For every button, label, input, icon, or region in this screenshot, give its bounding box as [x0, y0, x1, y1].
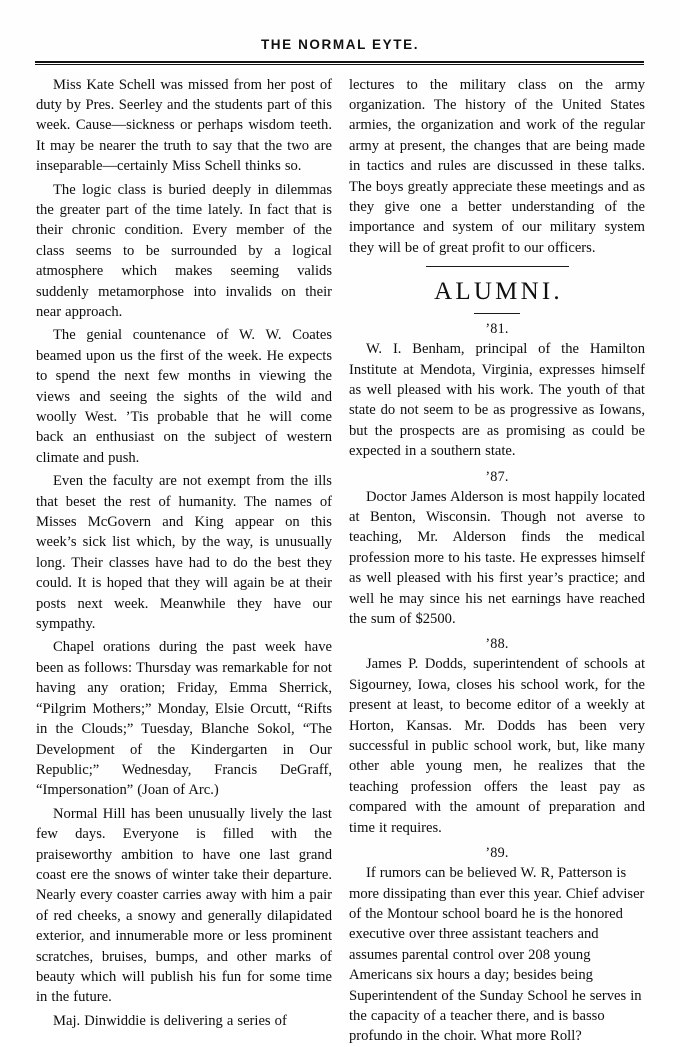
section-bottom-rule	[474, 313, 520, 314]
right-column	[349, 75, 645, 1047]
paragraph-coates: The genial countenance of W. W. Coates beamed upon us the first of the week. He expects to spend the next few months in viewing the views and seeing the sights of the wild and woolly West. ’Tis probable that he will come back an enthusiast on the subject of western climate and push.	[36, 327, 332, 466]
class-year-1888: ’88.	[485, 636, 509, 653]
class-year-1887: ’87.	[485, 468, 509, 485]
paragraph-normal-hill: Normal Hill has been unusually lively the last few days. Everyone is filled with the praiseworthy ambition to have one last grand coast ere the snows of winter take their departure. Nearly every coaster carries away with him a pair of red cheeks, a snowy and generally dilapidated exterior, and innumerable more or less prominent scratches, bruises, bumps, and other marks of beauty which will publish his fun for some time in the future.	[36, 805, 332, 1006]
paragraph-dinwiddie-continued: lectures to the military class on the army organization. The history of the United States armies, the organization and work of the regular army at present, the changes that are being made in tactics and rules are discussed in these talks. The boys greatly appreciate these meetings and as they give one a better understanding of the importance and system of our military system they will be of great profit to our officers.	[349, 76, 645, 256]
paragraph-schell: Miss Kate Schell was missed from her post of duty by Pres. Seerley and the students part of this week. Cause—sickness or perhaps wisdom teeth. It may be nearer the truth to say that the two are inseparable—certainly Miss Schell thinks so.	[36, 76, 332, 175]
alumni-entry-dodds: James P. Dodds, superintendent of schools at Sigourney, Iowa, closes his school work, for the present at least, to become editor of a weekly at Horton, Kansas. Mr. Dodds has been very successful in public school work, but, like many other able young men, he realizes that the teaching profession offers the least pay as compared with the amount of preparation and time it requires.	[349, 656, 645, 836]
alumni-entry-benham: W. I. Benham, principal of the Hamilton Institute at Mendota, Virginia, expresses himself as well pleased with his work. The youth of that state do not seem to be as progressive as Iowans, but the prospects are as promising as could be expected in a southern state.	[349, 341, 645, 460]
class-year-1889: ’89.	[485, 845, 509, 862]
alumni-section-header	[349, 266, 645, 314]
left-column	[36, 75, 332, 1032]
two-column-body	[36, 75, 645, 1047]
section-title-alumni: ALUMNI.	[434, 278, 563, 306]
class-year-1881: ’81.	[485, 321, 509, 338]
paragraph-logic-class: The logic class is buried deeply in dilemmas the greater part of the time lately. In fact that is their chronic condition. Every member of the class seems to be surrounded by a logical atmosphere which makes seeming valids suddenly metamorphose into invalids on their near approach.	[36, 181, 332, 320]
section-top-rule	[426, 266, 569, 267]
page-title: THE NORMAL EYTE.	[260, 37, 420, 52]
header-double-rule	[35, 61, 644, 65]
paragraph-dinwiddie-start: Maj. Dinwiddie is delivering a series of	[53, 1012, 287, 1029]
alumni-entry-alderson: Doctor James Alderson is most happily located at Benton, Wisconsin. Though not averse to teaching, Mr. Alderson finds the medical profession more to his taste. He expresses himself as well pleased with his first year’s practice; and well he may since his net earnings have reached the sum of $2500.	[349, 488, 645, 628]
paragraph-faculty-illness: Even the faculty are not exempt from the ills that beset the rest of humanity. The names of Misses McGovern and King appear on this week’s sick list which, by the way, is unusually long. Their classes have had to do the best they could. It is hoped that they will again be at their posts next week. Meanwhile they have our sympathy.	[36, 473, 332, 633]
paragraph-chapel-orations: Chapel orations during the past week have been as follows: Thursday was remarkable for not having any oration; Friday, Emma Sherrick, “Pilgrim Mothers;” Monday, Elsie Orcutt, “Rifts in the Clouds;” Tuesday, Blanche Sokol, “The Development of the Kindergarten in Our Republic;” Wednesday, Francis DeGraff, “Impersonation” (Joan of Arc.)	[36, 639, 332, 799]
alumni-entry-patterson: If rumors can be believed W. R, Patterson is more dissipating than ever this year. Chief adviser of the Montour school board he is the honored executive over three assistant teachers and assumes parental control over 208 young Americans six hours a day; besides being Superintendent of the Sunday School he serves in the capacity of a teacher there, and is basso profundo in the choir. What more Roll?	[349, 865, 645, 1045]
